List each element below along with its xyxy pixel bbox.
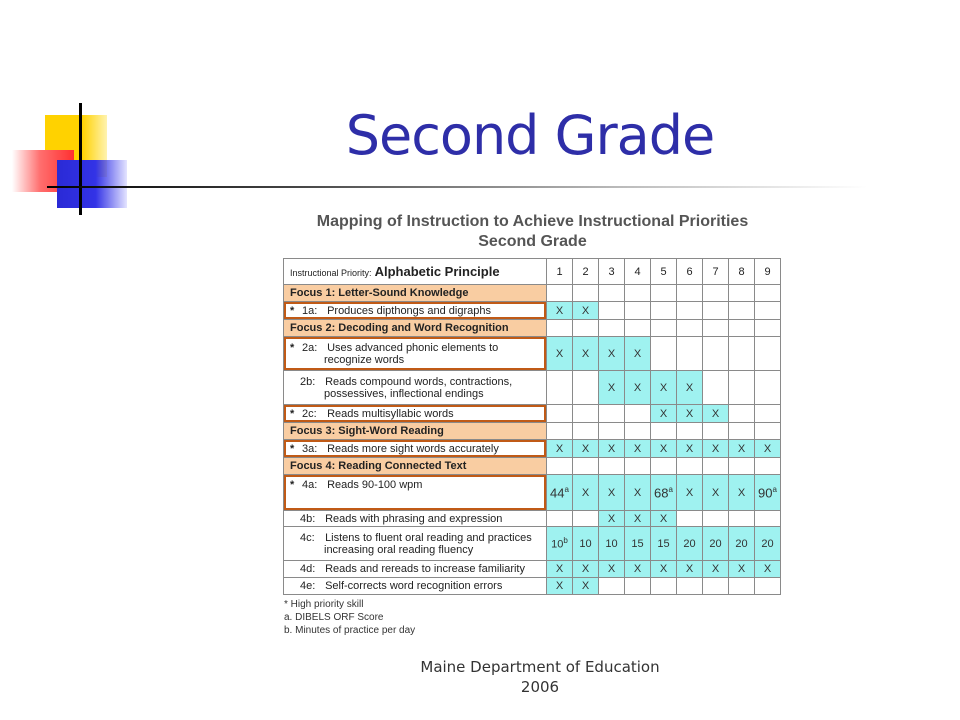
- week-cell: [755, 475, 781, 511]
- week-cell: [677, 511, 703, 527]
- week-cell: X: [599, 440, 625, 458]
- skill-text-line1: Reads compound words, contractions,: [325, 375, 513, 388]
- cell-value: 20: [735, 537, 748, 550]
- week-cell: X: [573, 578, 599, 595]
- week-cell: X: [599, 511, 625, 527]
- header-row: [284, 259, 781, 285]
- week-cell: X: [651, 371, 677, 405]
- week-cell: [547, 405, 573, 423]
- week-cell: X: [703, 405, 729, 423]
- week-cell: [547, 371, 573, 405]
- skill-text: Produces dipthongs and digraphs: [327, 304, 491, 317]
- skill-label: [284, 475, 547, 511]
- footnote-marker: b: [563, 536, 568, 546]
- footer-year: 2006: [520, 678, 560, 696]
- logo-blue-square: [57, 160, 127, 208]
- week-cell: [599, 578, 625, 595]
- skill-label: [284, 527, 547, 561]
- week-cell: [573, 511, 599, 527]
- week-cell: X: [729, 561, 755, 578]
- skill-label: [284, 302, 547, 320]
- focus-1-label: Focus 1: Letter-Sound Knowledge: [284, 285, 547, 302]
- week-header: 4: [625, 259, 651, 285]
- week-cell: X: [547, 302, 573, 320]
- week-cell: [729, 337, 755, 371]
- week-cell: [755, 511, 781, 527]
- week-cell: [755, 578, 781, 595]
- skill-text: Reads 90-100 wpm: [327, 479, 423, 491]
- week-cell: X: [703, 561, 729, 578]
- skill-label: [284, 371, 547, 405]
- week-cell: X: [703, 475, 729, 511]
- logo-vertical-line: [79, 103, 82, 215]
- week-cell: [703, 337, 729, 371]
- week-header: 2: [573, 259, 599, 285]
- week-cell: [651, 302, 677, 320]
- week-cell: [573, 527, 599, 561]
- week-header: 5: [651, 259, 677, 285]
- instruction-mapping-table: [283, 258, 781, 595]
- skill-id: 4d:: [300, 563, 316, 575]
- week-cell: [547, 511, 573, 527]
- skill-row: [284, 511, 781, 527]
- week-cell: [755, 337, 781, 371]
- week-cell: X: [599, 337, 625, 371]
- skill-text: Reads and rereads to increase familiarity: [325, 563, 525, 575]
- week-cell: X: [677, 440, 703, 458]
- footnote-marker: a: [668, 484, 673, 494]
- week-cell: X: [573, 475, 599, 511]
- skill-row: [284, 475, 781, 511]
- week-cell: [599, 527, 625, 561]
- skill-id: 2c:: [302, 407, 317, 420]
- week-cell: X: [651, 440, 677, 458]
- week-cell: [755, 527, 781, 561]
- cell-value: 20: [683, 537, 696, 550]
- slide-footer: [380, 657, 700, 697]
- week-cell: [755, 371, 781, 405]
- week-cell: X: [625, 371, 651, 405]
- week-cell: X: [651, 405, 677, 423]
- skill-text: Self-corrects word recognition errors: [325, 580, 503, 592]
- skill-text-line2: recognize words: [324, 353, 405, 366]
- skill-id: 4b:: [300, 512, 316, 525]
- week-cell: [573, 371, 599, 405]
- skill-label: [284, 511, 547, 527]
- week-cell: [651, 475, 677, 511]
- week-cell: [651, 337, 677, 371]
- skill-id: 1a:: [302, 304, 318, 317]
- cell-value: 10: [605, 537, 618, 550]
- week-cell: X: [625, 511, 651, 527]
- skill-row: [284, 371, 781, 405]
- high-priority-star: *: [290, 442, 295, 455]
- priority-label: Instructional Priority:: [290, 268, 372, 278]
- priority-value: Alphabetic Principle: [374, 264, 500, 279]
- skill-row: [284, 527, 781, 561]
- week-cell: X: [651, 561, 677, 578]
- week-cell: X: [703, 440, 729, 458]
- skill-label: [284, 578, 547, 595]
- week-cell: [729, 405, 755, 423]
- week-header: 8: [729, 259, 755, 285]
- title-divider: [47, 186, 867, 188]
- figure-title-line2: Second Grade: [478, 233, 587, 250]
- focus-row: [284, 423, 781, 440]
- week-cell: [677, 527, 703, 561]
- week-cell: X: [625, 561, 651, 578]
- skill-row: [284, 561, 781, 578]
- week-cell: [755, 302, 781, 320]
- week-cell: X: [573, 302, 599, 320]
- high-priority-star: *: [290, 341, 295, 354]
- week-cell: [703, 578, 729, 595]
- skill-row: [284, 337, 781, 371]
- cell-value: 20: [761, 537, 774, 550]
- week-cell: [729, 527, 755, 561]
- week-cell: [729, 511, 755, 527]
- note-a: a. DIBELS ORF Score: [284, 612, 384, 623]
- week-cell: [729, 371, 755, 405]
- cell-value: 10: [579, 537, 592, 550]
- cell-value: 15: [631, 537, 644, 550]
- week-cell: X: [547, 578, 573, 595]
- high-priority-star: *: [290, 407, 295, 420]
- figure-title-line1: Mapping of Instruction to Achieve Instructional Priorities: [316, 213, 749, 230]
- week-cell: X: [599, 371, 625, 405]
- footnote-marker: a: [772, 484, 777, 494]
- week-cell: X: [573, 337, 599, 371]
- week-cell: [625, 578, 651, 595]
- skill-id: 4c:: [300, 531, 315, 544]
- week-cell: X: [547, 440, 573, 458]
- focus-3-label: Focus 3: Sight-Word Reading: [284, 423, 547, 440]
- skill-row: [284, 578, 781, 595]
- cell-value: 15: [657, 537, 670, 550]
- week-cell: [599, 405, 625, 423]
- cell-value: 20: [709, 537, 722, 550]
- week-cell: X: [729, 440, 755, 458]
- focus-2-label: Focus 2: Decoding and Word Recognition: [284, 320, 547, 337]
- skill-row: [284, 405, 781, 423]
- high-priority-star: *: [290, 304, 295, 317]
- week-cell: X: [599, 475, 625, 511]
- week-cell: X: [573, 561, 599, 578]
- cell-value: 44: [550, 485, 565, 501]
- skill-text-line1: Uses advanced phonic elements to: [327, 341, 499, 354]
- week-cell: [625, 302, 651, 320]
- week-cell: [677, 337, 703, 371]
- week-cell: [703, 371, 729, 405]
- week-cell: X: [729, 475, 755, 511]
- week-cell: [677, 302, 703, 320]
- week-cell: [599, 302, 625, 320]
- focus-row: [284, 320, 781, 337]
- week-cell: X: [625, 440, 651, 458]
- week-header: 1: [547, 259, 573, 285]
- skill-text-line2: possessives, inflectional endings: [324, 387, 484, 400]
- cell-value: 90: [758, 485, 773, 501]
- week-cell: [703, 527, 729, 561]
- note-b: b. Minutes of practice per day: [284, 625, 416, 636]
- table-notes: [284, 598, 415, 637]
- week-cell: X: [547, 337, 573, 371]
- footer-organization: Maine Department of Education: [420, 658, 660, 676]
- week-cell: X: [625, 337, 651, 371]
- week-cell: [703, 511, 729, 527]
- skill-text-line2: increasing oral reading fluency: [324, 543, 474, 556]
- week-cell: [573, 405, 599, 423]
- focus-row: [284, 285, 781, 302]
- week-cell: X: [677, 475, 703, 511]
- priority-cell: [284, 259, 547, 285]
- skill-label: [284, 561, 547, 578]
- week-header: 9: [755, 259, 781, 285]
- week-cell: X: [677, 405, 703, 423]
- skill-id: 4e:: [300, 580, 316, 592]
- skill-text: Reads with phrasing and expression: [325, 512, 503, 525]
- week-header: 7: [703, 259, 729, 285]
- cell-value: 10: [551, 538, 564, 551]
- week-cell: X: [547, 561, 573, 578]
- skill-id: 4a:: [302, 479, 318, 491]
- cell-value: 68: [654, 485, 669, 501]
- skill-text: Reads more sight words accurately: [327, 442, 499, 455]
- figure-caption: [280, 212, 785, 252]
- week-cell: X: [625, 475, 651, 511]
- week-cell: [625, 527, 651, 561]
- slide-title: Second Grade: [345, 104, 715, 167]
- footnote-marker: a: [564, 484, 569, 494]
- skill-id: 3a:: [302, 442, 318, 455]
- skill-text: Reads multisyllabic words: [327, 407, 454, 420]
- week-cell: [703, 302, 729, 320]
- week-cell: X: [599, 561, 625, 578]
- week-cell: X: [677, 561, 703, 578]
- week-cell: [625, 405, 651, 423]
- focus-4-label: Focus 4: Reading Connected Text: [284, 458, 547, 475]
- skill-row: [284, 302, 781, 320]
- week-cell: [729, 578, 755, 595]
- skill-text-line1: Listens to fluent oral reading and practices: [325, 531, 532, 544]
- week-header: 3: [599, 259, 625, 285]
- focus-row: [284, 458, 781, 475]
- skill-row: [284, 440, 781, 458]
- week-cell: X: [677, 371, 703, 405]
- high-priority-star: *: [290, 479, 295, 491]
- skill-label: [284, 440, 547, 458]
- week-cell: [729, 302, 755, 320]
- week-cell: X: [573, 440, 599, 458]
- week-cell: [755, 405, 781, 423]
- week-cell: X: [755, 440, 781, 458]
- week-cell: X: [651, 511, 677, 527]
- week-cell: X: [755, 561, 781, 578]
- skill-id: 2a:: [302, 341, 318, 354]
- week-cell: [547, 527, 573, 561]
- skill-label: [284, 337, 547, 371]
- week-header: 6: [677, 259, 703, 285]
- week-cell: [677, 578, 703, 595]
- week-cell: [651, 527, 677, 561]
- skill-id: 2b:: [300, 375, 316, 388]
- skill-label: [284, 405, 547, 423]
- week-cell: [651, 578, 677, 595]
- note-high-priority: * High priority skill: [284, 599, 364, 610]
- week-cell: [547, 475, 573, 511]
